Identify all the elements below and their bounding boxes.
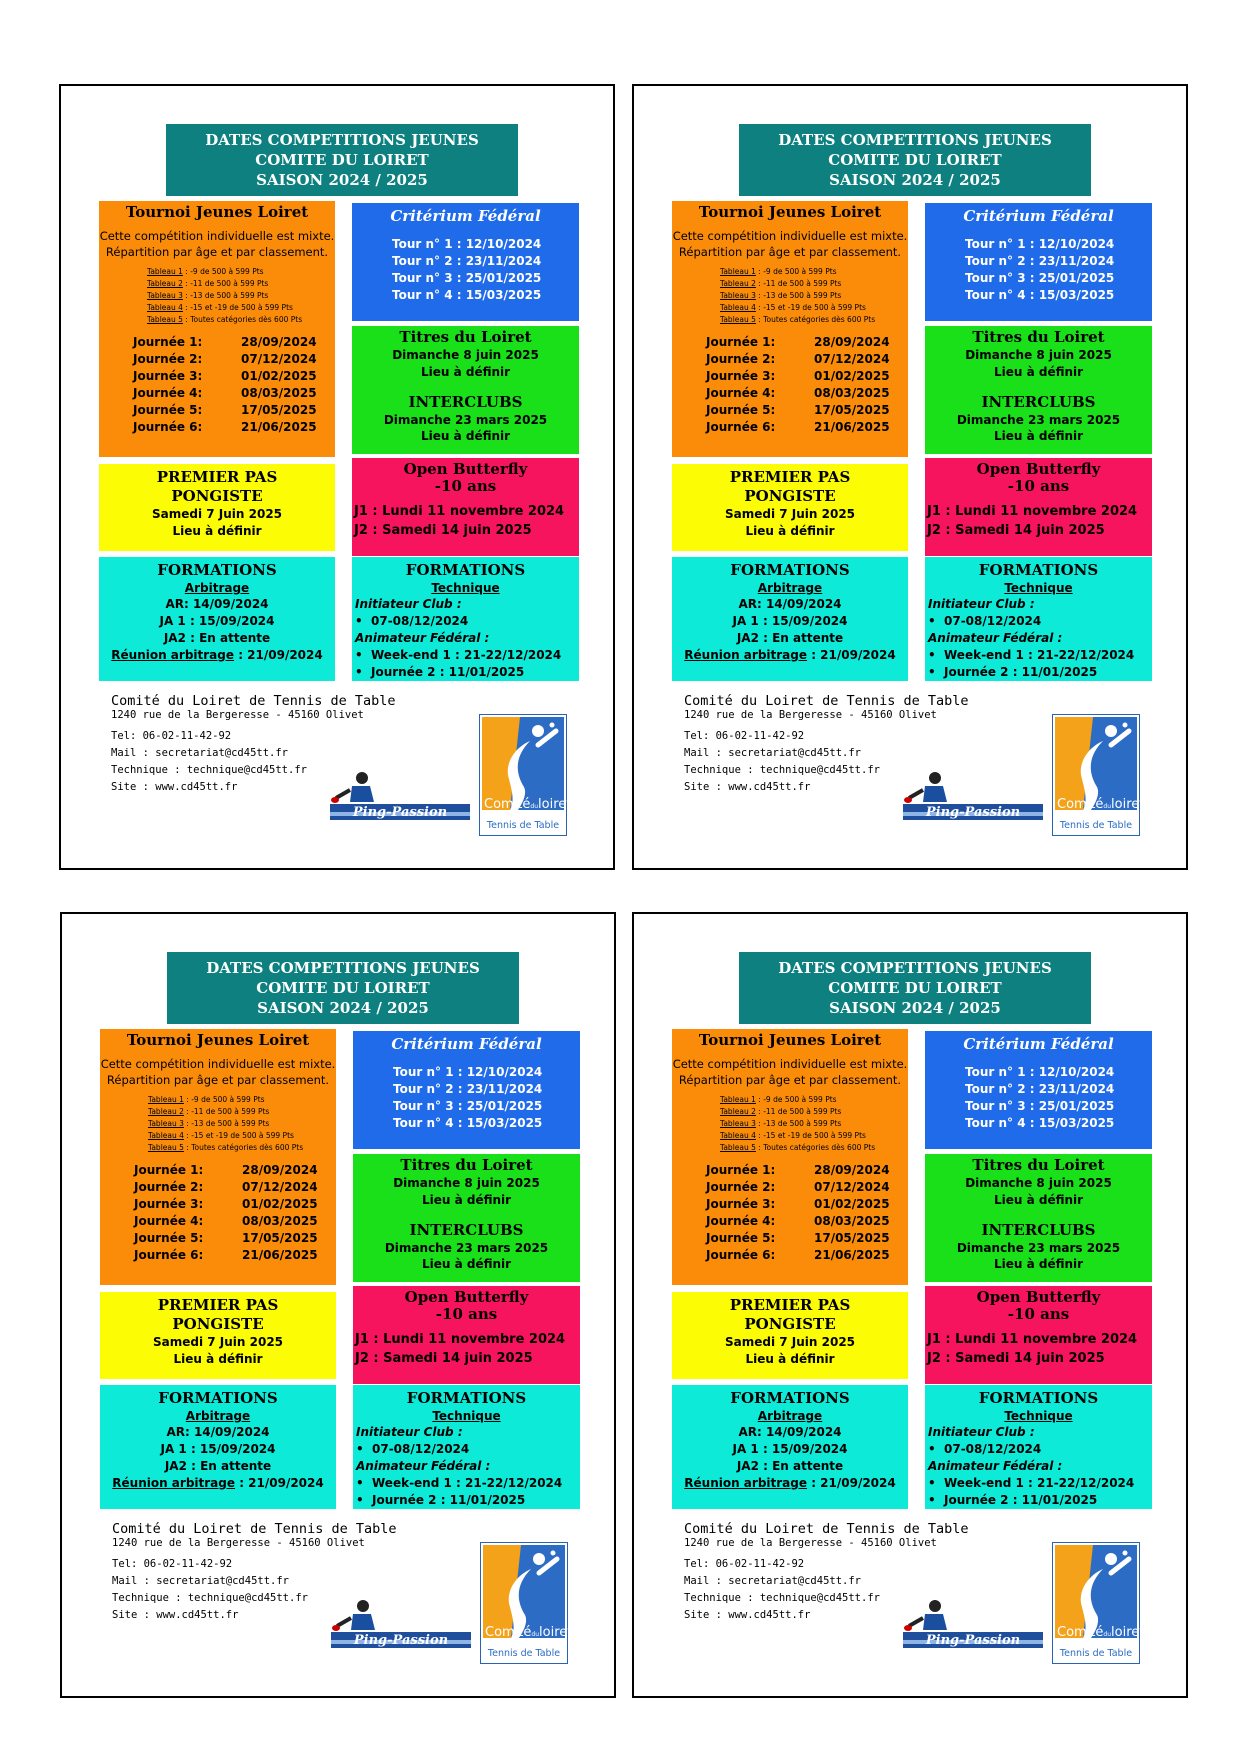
ping-passion-logo <box>331 1596 471 1650</box>
tournoi-box <box>672 201 908 457</box>
titres-interclubs-box <box>353 1154 580 1282</box>
butterfly-box <box>353 1286 580 1384</box>
interclubs-date: Dimanche 23 mars 2025 <box>383 413 548 427</box>
butterfly-box <box>352 458 579 556</box>
tableau-item: Tableau 4 : -15 et -19 de 500 à 599 Pts <box>147 303 293 312</box>
journee-row: Journée 4: 08/03/2025 <box>133 386 317 400</box>
butterfly-box <box>925 458 1152 556</box>
journee-row: Journée 5: 17/05/2025 <box>134 1231 318 1245</box>
club-technique-mail: Technique : technique@cd45tt.fr <box>111 764 307 776</box>
formation-line: • Journée 2 : 11/01/2025 <box>925 1492 1152 1509</box>
ping-passion-text: Ping-Passion <box>925 1633 1021 1648</box>
formation-line: AR: 14/09/2024 <box>738 1425 842 1439</box>
club-technique-mail: Technique : technique@cd45tt.fr <box>684 764 880 776</box>
premier-title: PREMIER PAS <box>156 468 278 486</box>
formation-line: • Journée 2 : 11/01/2025 <box>352 664 579 681</box>
tour-item: Tour n° 2 : 23/11/2024 <box>965 254 1115 268</box>
formation-subtitle: Arbitrage <box>185 1409 251 1423</box>
journees-list <box>706 334 908 436</box>
interclubs-lieu: Lieu à définir <box>421 1257 512 1271</box>
comite-loiret-logo <box>1052 1542 1145 1664</box>
tournoi-desc: Cette compétition individuelle est mixte. <box>672 1057 908 1071</box>
logo-sub-text: Tennis de Table <box>1059 820 1133 831</box>
tour-item: Tour n° 3 : 25/01/2025 <box>392 271 542 285</box>
tournoi-desc: Cette compétition individuelle est mixte. <box>100 1057 336 1071</box>
premier-title: PONGISTE <box>744 487 836 505</box>
logo-comite-text: Comitéduloiret <box>1057 1625 1145 1640</box>
logo-sub-text: Tennis de Table <box>487 1648 561 1659</box>
tableau-item: Tableau 4 : -15 et -19 de 500 à 599 Pts <box>148 1131 294 1140</box>
journee-row: Journée 6: 21/06/2025 <box>133 420 317 434</box>
formation-line: • Week-end 1 : 21-22/12/2024 <box>925 647 1152 664</box>
formation-line: AR: 14/09/2024 <box>165 597 269 611</box>
butterfly-subtitle: -10 ans <box>435 1305 498 1323</box>
banner-line: SAISON 2024 / 2025 <box>829 999 1001 1017</box>
titres-lieu: Lieu à définir <box>421 1193 512 1207</box>
header-banner <box>739 124 1091 196</box>
formation-line: • 07-08/12/2024 <box>925 1441 1152 1458</box>
butterfly-subtitle: -10 ans <box>434 477 497 495</box>
tour-item: Tour n° 2 : 23/11/2024 <box>393 1082 543 1096</box>
formation-line: Réunion arbitrage : 21/09/2024 <box>684 648 896 662</box>
formation-line: Animateur Fédéral : <box>356 1459 491 1473</box>
titres-interclubs-box <box>925 1154 1152 1282</box>
ping-passion-text: Ping-Passion <box>353 1633 449 1648</box>
club-site: Site : www.cd45tt.fr <box>111 781 238 793</box>
tours-list <box>393 1064 580 1132</box>
titres-title: Titres du Loiret <box>399 328 532 346</box>
formation-line: JA 1 : 15/09/2024 <box>732 1442 848 1456</box>
premier-title: PONGISTE <box>172 1315 264 1333</box>
club-name: Comité du Loiret de Tennis de Table <box>684 1521 969 1537</box>
formation-line: Initiateur Club : <box>928 597 1035 611</box>
premier-pas-box <box>100 1292 336 1379</box>
formation-line: • Week-end 1 : 21-22/12/2024 <box>353 1475 580 1492</box>
club-address: 1240 rue de la Bergeresse - 45160 Olivet <box>112 1537 365 1549</box>
butterfly-date: J2 : Samedi 14 juin 2025 <box>927 523 1105 538</box>
tableaux-list <box>99 266 335 326</box>
butterfly-date: J1 : Lundi 11 novembre 2024 <box>927 504 1138 519</box>
formation-line: Initiateur Club : <box>356 1425 463 1439</box>
tour-item: Tour n° 4 : 15/03/2025 <box>392 288 542 302</box>
tournoi-desc: Cette compétition individuelle est mixte. <box>672 229 908 243</box>
formation-line: • 07-08/12/2024 <box>925 613 1152 630</box>
butterfly-title: Open Butterfly <box>404 1288 529 1306</box>
banner-line: DATES COMPETITIONS JEUNES <box>205 131 479 149</box>
premier-lieu: Lieu à définir <box>745 1352 835 1366</box>
criterium-title: Critérium Fédéral <box>963 1035 1114 1053</box>
premier-lieu: Lieu à définir <box>173 1352 263 1366</box>
formation-line: JA2 : En attente <box>736 1459 844 1473</box>
journee-row: Journée 3: 01/02/2025 <box>706 1197 890 1211</box>
journee-row: Journée 1: 28/09/2024 <box>133 335 317 349</box>
banner-line: COMITE DU LOIRET <box>828 151 1002 169</box>
tableau-item: Tableau 1 : -9 de 500 à 599 Pts <box>148 1095 265 1104</box>
premier-date: Samedi 7 Juin 2025 <box>724 507 856 521</box>
interclubs-title: INTERCLUBS <box>408 393 523 411</box>
titres-lieu: Lieu à définir <box>993 365 1084 379</box>
tours-list <box>965 236 1152 304</box>
formation-line: Réunion arbitrage : 21/09/2024 <box>111 648 323 662</box>
flyer-card <box>60 912 616 1698</box>
banner-line: COMITE DU LOIRET <box>256 979 430 997</box>
club-address: 1240 rue de la Bergeresse - 45160 Olivet <box>111 709 364 721</box>
tableau-item: Tableau 5 : Toutes catégories dès 600 Pts <box>720 315 876 324</box>
tournoi-box <box>99 201 335 457</box>
tour-item: Tour n° 3 : 25/01/2025 <box>965 1099 1115 1113</box>
butterfly-date: J2 : Samedi 14 juin 2025 <box>354 523 532 538</box>
tableau-item: Tableau 5 : Toutes catégories dès 600 Pts <box>720 1143 876 1152</box>
banner-line: SAISON 2024 / 2025 <box>257 999 429 1017</box>
journee-row: Journée 2: 07/12/2024 <box>706 352 890 366</box>
formation-line: JA2 : En attente <box>163 631 271 645</box>
tournoi-desc: Répartition par âge et par classement. <box>106 1073 330 1087</box>
interclubs-date: Dimanche 23 mars 2025 <box>956 1241 1121 1255</box>
tableau-item: Tableau 2 : -11 de 500 à 599 Pts <box>720 279 842 288</box>
club-site: Site : www.cd45tt.fr <box>684 1609 811 1621</box>
comite-loiret-logo <box>480 1542 573 1664</box>
club-site: Site : www.cd45tt.fr <box>112 1609 239 1621</box>
ping-passion-logo <box>903 1596 1043 1650</box>
premier-date: Samedi 7 Juin 2025 <box>151 507 283 521</box>
interclubs-lieu: Lieu à définir <box>420 429 511 443</box>
tour-item: Tour n° 2 : 23/11/2024 <box>392 254 542 268</box>
comite-loiret-logo <box>479 714 572 836</box>
formation-line: JA 1 : 15/09/2024 <box>732 614 848 628</box>
tour-item: Tour n° 3 : 25/01/2025 <box>393 1099 543 1113</box>
titres-date: Dimanche 8 juin 2025 <box>393 1176 540 1190</box>
formation-line: Animateur Fédéral : <box>928 631 1063 645</box>
tableaux-list <box>672 1094 908 1154</box>
flyer-card <box>59 84 615 870</box>
premier-pas-box <box>99 464 335 551</box>
logo-comite-text: Comitéduloiret <box>1057 797 1145 812</box>
criterium-title: Critérium Fédéral <box>391 1035 542 1053</box>
titres-interclubs-box <box>925 326 1152 454</box>
criterium-box <box>925 203 1152 321</box>
butterfly-box <box>925 1286 1152 1384</box>
butterfly-subtitle: -10 ans <box>1007 1305 1070 1323</box>
tableau-item: Tableau 2 : -11 de 500 à 599 Pts <box>147 279 269 288</box>
club-technique-mail: Technique : technique@cd45tt.fr <box>684 1592 880 1604</box>
ping-passion-text: Ping-Passion <box>352 805 448 820</box>
journees-list <box>134 1162 336 1264</box>
interclubs-date: Dimanche 23 mars 2025 <box>384 1241 549 1255</box>
tableau-item: Tableau 2 : -11 de 500 à 599 Pts <box>148 1107 270 1116</box>
formation-line: Animateur Fédéral : <box>355 631 490 645</box>
formation-line: • 07-08/12/2024 <box>352 613 579 630</box>
formation-line: Réunion arbitrage : 21/09/2024 <box>684 1476 896 1490</box>
tournoi-desc: Répartition par âge et par classement. <box>678 1073 902 1087</box>
butterfly-date: J1 : Lundi 11 novembre 2024 <box>354 504 565 519</box>
tournoi-title: Tournoi Jeunes Loiret <box>698 1031 882 1049</box>
club-mail: Mail : secretariat@cd45tt.fr <box>112 1575 290 1587</box>
titres-title: Titres du Loiret <box>400 1156 533 1174</box>
tableau-item: Tableau 1 : -9 de 500 à 599 Pts <box>720 1095 837 1104</box>
journee-row: Journée 2: 07/12/2024 <box>133 352 317 366</box>
tableau-item: Tableau 3 : -13 de 500 à 599 Pts <box>147 291 269 300</box>
logo-sub-text: Tennis de Table <box>1059 1648 1133 1659</box>
formation-subtitle: Arbitrage <box>184 581 250 595</box>
titres-date: Dimanche 8 juin 2025 <box>965 1176 1112 1190</box>
criterium-title: Critérium Fédéral <box>390 207 541 225</box>
flyer <box>62 914 618 1700</box>
butterfly-date: J2 : Samedi 14 juin 2025 <box>927 1351 1105 1366</box>
tableau-item: Tableau 3 : -13 de 500 à 599 Pts <box>720 291 842 300</box>
premier-lieu: Lieu à définir <box>745 524 835 538</box>
butterfly-date: J1 : Lundi 11 novembre 2024 <box>355 1332 566 1347</box>
tableaux-list <box>672 266 908 326</box>
tours-list <box>392 236 579 304</box>
club-name: Comité du Loiret de Tennis de Table <box>111 693 396 709</box>
premier-date: Samedi 7 Juin 2025 <box>724 1335 856 1349</box>
formation-arbitrage-box <box>672 1385 908 1509</box>
comite-loiret-logo <box>1052 714 1145 836</box>
logo-comite-text: Comitéduloiret <box>484 797 572 812</box>
formation-technique-box <box>925 1385 1152 1509</box>
butterfly-subtitle: -10 ans <box>1007 477 1070 495</box>
formation-title: FORMATIONS <box>978 1389 1099 1407</box>
premier-title: PONGISTE <box>171 487 263 505</box>
flyer <box>634 86 1190 872</box>
formation-line: JA2 : En attente <box>164 1459 272 1473</box>
journee-row: Journée 5: 17/05/2025 <box>706 1231 890 1245</box>
formation-title: FORMATIONS <box>157 561 277 579</box>
tournoi-box <box>100 1029 336 1285</box>
butterfly-title: Open Butterfly <box>403 460 528 478</box>
journee-row: Journée 1: 28/09/2024 <box>706 1163 890 1177</box>
banner-line: COMITE DU LOIRET <box>828 979 1002 997</box>
interclubs-lieu: Lieu à définir <box>993 1257 1084 1271</box>
tableau-item: Tableau 5 : Toutes catégories dès 600 Pts <box>147 315 303 324</box>
banner-line: SAISON 2024 / 2025 <box>829 171 1001 189</box>
tour-item: Tour n° 4 : 15/03/2025 <box>965 1116 1115 1130</box>
butterfly-date: J2 : Samedi 14 juin 2025 <box>355 1351 533 1366</box>
formation-title: FORMATIONS <box>405 561 526 579</box>
premier-date: Samedi 7 Juin 2025 <box>152 1335 284 1349</box>
journee-row: Journée 5: 17/05/2025 <box>133 403 317 417</box>
tour-item: Tour n° 1 : 12/10/2024 <box>965 237 1115 251</box>
premier-pas-box <box>672 1292 908 1379</box>
titres-title: Titres du Loiret <box>972 328 1105 346</box>
journees-list <box>706 1162 908 1264</box>
formation-subtitle: Technique <box>1004 581 1073 595</box>
criterium-box <box>353 1031 580 1149</box>
titres-title: Titres du Loiret <box>972 1156 1105 1174</box>
ping-passion-logo <box>903 768 1043 822</box>
journee-row: Journée 1: 28/09/2024 <box>134 1163 318 1177</box>
club-tel: Tel: 06-02-11-42-92 <box>684 1558 805 1570</box>
club-tel: Tel: 06-02-11-42-92 <box>111 730 232 742</box>
formation-subtitle: Technique <box>431 581 500 595</box>
formation-subtitle: Technique <box>1004 1409 1073 1423</box>
club-mail: Mail : secretariat@cd45tt.fr <box>684 1575 862 1587</box>
journee-row: Journée 3: 01/02/2025 <box>133 369 317 383</box>
formation-line: • Week-end 1 : 21-22/12/2024 <box>352 647 579 664</box>
journee-row: Journée 5: 17/05/2025 <box>706 403 890 417</box>
tableau-item: Tableau 3 : -13 de 500 à 599 Pts <box>720 1119 842 1128</box>
banner-line: DATES COMPETITIONS JEUNES <box>778 131 1052 149</box>
club-technique-mail: Technique : technique@cd45tt.fr <box>112 1592 308 1604</box>
journee-row: Journée 3: 01/02/2025 <box>134 1197 318 1211</box>
logo-comite-text: Comitéduloiret <box>485 1625 573 1640</box>
tour-item: Tour n° 2 : 23/11/2024 <box>965 1082 1115 1096</box>
tableau-item: Tableau 1 : -9 de 500 à 599 Pts <box>147 267 264 276</box>
tours-list <box>965 1064 1152 1132</box>
formation-line: JA 1 : 15/09/2024 <box>160 1442 276 1456</box>
premier-pas-box <box>672 464 908 551</box>
formation-subtitle: Arbitrage <box>757 581 823 595</box>
premier-title: PREMIER PAS <box>729 1296 851 1314</box>
formation-arbitrage-box <box>99 557 335 681</box>
formation-line: • Journée 2 : 11/01/2025 <box>353 1492 580 1509</box>
formation-line: • Journée 2 : 11/01/2025 <box>925 664 1152 681</box>
journee-row: Journée 1: 28/09/2024 <box>706 335 890 349</box>
banner-line: COMITE DU LOIRET <box>255 151 429 169</box>
club-address: 1240 rue de la Bergeresse - 45160 Olivet <box>684 709 937 721</box>
butterfly-date: J1 : Lundi 11 novembre 2024 <box>927 1332 1138 1347</box>
titres-lieu: Lieu à définir <box>420 365 511 379</box>
tournoi-title: Tournoi Jeunes Loiret <box>698 203 882 221</box>
tableau-item: Tableau 3 : -13 de 500 à 599 Pts <box>148 1119 270 1128</box>
banner-line: DATES COMPETITIONS JEUNES <box>206 959 480 977</box>
tournoi-desc: Répartition par âge et par classement. <box>678 245 902 259</box>
criterium-box <box>352 203 579 321</box>
premier-title: PREMIER PAS <box>157 1296 279 1314</box>
club-name: Comité du Loiret de Tennis de Table <box>112 1521 397 1537</box>
tour-item: Tour n° 1 : 12/10/2024 <box>965 1065 1115 1079</box>
interclubs-date: Dimanche 23 mars 2025 <box>956 413 1121 427</box>
formation-line: AR: 14/09/2024 <box>166 1425 270 1439</box>
formation-arbitrage-box <box>672 557 908 681</box>
tableau-item: Tableau 1 : -9 de 500 à 599 Pts <box>720 267 837 276</box>
journee-row: Journée 3: 01/02/2025 <box>706 369 890 383</box>
formation-subtitle: Technique <box>432 1409 501 1423</box>
formation-line: AR: 14/09/2024 <box>738 597 842 611</box>
journee-row: Journée 6: 21/06/2025 <box>706 1248 890 1262</box>
header-banner <box>167 952 519 1024</box>
club-tel: Tel: 06-02-11-42-92 <box>684 730 805 742</box>
flyer-card <box>632 84 1188 870</box>
formation-line: JA 1 : 15/09/2024 <box>159 614 275 628</box>
banner-line: SAISON 2024 / 2025 <box>256 171 428 189</box>
formation-line: Animateur Fédéral : <box>928 1459 1063 1473</box>
flyer <box>634 914 1190 1700</box>
formation-title: FORMATIONS <box>730 561 850 579</box>
formation-technique-box <box>353 1385 580 1509</box>
formation-technique-box <box>925 557 1152 681</box>
club-name: Comité du Loiret de Tennis de Table <box>684 693 969 709</box>
interclubs-title: INTERCLUBS <box>981 393 1096 411</box>
header-banner <box>739 952 1091 1024</box>
tableau-item: Tableau 5 : Toutes catégories dès 600 Pts <box>148 1143 304 1152</box>
titres-interclubs-box <box>352 326 579 454</box>
tableaux-list <box>100 1094 336 1154</box>
ping-passion-logo <box>330 768 470 822</box>
interclubs-lieu: Lieu à définir <box>993 429 1084 443</box>
tableau-item: Tableau 4 : -15 et -19 de 500 à 599 Pts <box>720 1131 866 1140</box>
club-mail: Mail : secretariat@cd45tt.fr <box>684 747 862 759</box>
formation-title: FORMATIONS <box>730 1389 850 1407</box>
titres-date: Dimanche 8 juin 2025 <box>392 348 539 362</box>
titres-date: Dimanche 8 juin 2025 <box>965 348 1112 362</box>
banner-line: DATES COMPETITIONS JEUNES <box>778 959 1052 977</box>
journee-row: Journée 4: 08/03/2025 <box>134 1214 318 1228</box>
journees-list <box>133 334 335 436</box>
tournoi-title: Tournoi Jeunes Loiret <box>125 203 309 221</box>
flyer <box>61 86 617 872</box>
journee-row: Journée 4: 08/03/2025 <box>706 386 890 400</box>
formation-subtitle: Arbitrage <box>757 1409 823 1423</box>
club-mail: Mail : secretariat@cd45tt.fr <box>111 747 289 759</box>
logo-sub-text: Tennis de Table <box>486 820 560 831</box>
tour-item: Tour n° 1 : 12/10/2024 <box>393 1065 543 1079</box>
tournoi-title: Tournoi Jeunes Loiret <box>126 1031 310 1049</box>
premier-title: PREMIER PAS <box>729 468 851 486</box>
formation-line: • 07-08/12/2024 <box>353 1441 580 1458</box>
tableau-item: Tableau 4 : -15 et -19 de 500 à 599 Pts <box>720 303 866 312</box>
butterfly-title: Open Butterfly <box>976 460 1101 478</box>
journee-row: Journée 2: 07/12/2024 <box>134 1180 318 1194</box>
journee-row: Journée 4: 08/03/2025 <box>706 1214 890 1228</box>
club-site: Site : www.cd45tt.fr <box>684 781 811 793</box>
tour-item: Tour n° 4 : 15/03/2025 <box>965 288 1115 302</box>
tour-item: Tour n° 3 : 25/01/2025 <box>965 271 1115 285</box>
premier-lieu: Lieu à définir <box>172 524 262 538</box>
formation-line: Initiateur Club : <box>355 597 462 611</box>
formation-line: • Week-end 1 : 21-22/12/2024 <box>925 1475 1152 1492</box>
formation-title: FORMATIONS <box>978 561 1099 579</box>
formation-line: Réunion arbitrage : 21/09/2024 <box>112 1476 324 1490</box>
formation-line: Initiateur Club : <box>928 1425 1035 1439</box>
journee-row: Journée 6: 21/06/2025 <box>706 420 890 434</box>
tournoi-desc: Répartition par âge et par classement. <box>105 245 329 259</box>
journee-row: Journée 6: 21/06/2025 <box>134 1248 318 1262</box>
butterfly-title: Open Butterfly <box>976 1288 1101 1306</box>
titres-lieu: Lieu à définir <box>993 1193 1084 1207</box>
formation-title: FORMATIONS <box>158 1389 278 1407</box>
journee-row: Journée 2: 07/12/2024 <box>706 1180 890 1194</box>
club-address: 1240 rue de la Bergeresse - 45160 Olivet <box>684 1537 937 1549</box>
interclubs-title: INTERCLUBS <box>409 1221 524 1239</box>
formation-line: JA2 : En attente <box>736 631 844 645</box>
ping-passion-text: Ping-Passion <box>925 805 1021 820</box>
tournoi-box <box>672 1029 908 1285</box>
tournoi-desc: Cette compétition individuelle est mixte. <box>99 229 335 243</box>
premier-title: PONGISTE <box>744 1315 836 1333</box>
formation-title: FORMATIONS <box>406 1389 527 1407</box>
formation-technique-box <box>352 557 579 681</box>
formation-arbitrage-box <box>100 1385 336 1509</box>
criterium-box <box>925 1031 1152 1149</box>
tableau-item: Tableau 2 : -11 de 500 à 599 Pts <box>720 1107 842 1116</box>
interclubs-title: INTERCLUBS <box>981 1221 1096 1239</box>
tour-item: Tour n° 4 : 15/03/2025 <box>393 1116 543 1130</box>
flyer-card <box>632 912 1188 1698</box>
criterium-title: Critérium Fédéral <box>963 207 1114 225</box>
header-banner <box>166 124 518 196</box>
club-tel: Tel: 06-02-11-42-92 <box>112 1558 233 1570</box>
tour-item: Tour n° 1 : 12/10/2024 <box>392 237 542 251</box>
